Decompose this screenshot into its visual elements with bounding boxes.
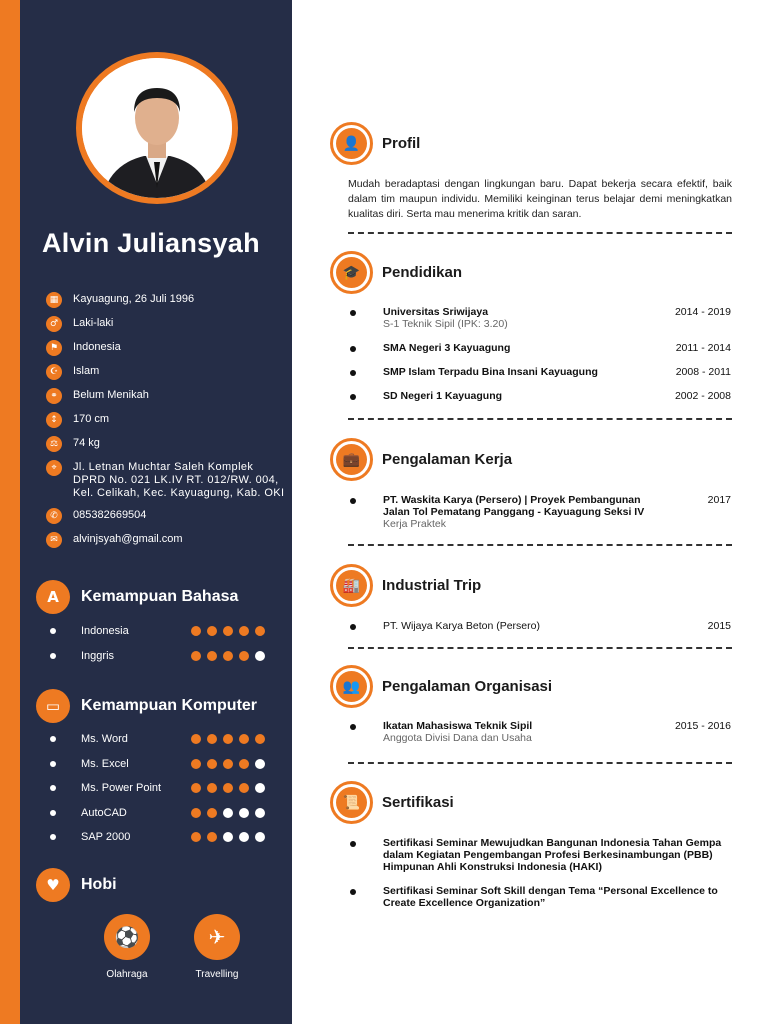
full-name: Alvin Juliansyah [42, 228, 260, 258]
divider [348, 544, 732, 546]
rating-dot-filled [223, 759, 233, 769]
skill-row: Ms. Excel [50, 752, 270, 777]
section-sertifikasi [330, 781, 735, 824]
skill-row: Indonesia [50, 619, 270, 644]
calendar-icon: ▦ [46, 292, 62, 308]
rating-dot-filled [223, 783, 233, 793]
graduation-cap-icon: 🎓 [336, 257, 367, 288]
rating-dot-filled [207, 783, 217, 793]
personal-details [46, 292, 296, 556]
detail-gender: ♂ Laki-laki [46, 316, 296, 332]
section-title: Industrial Trip [382, 577, 482, 594]
detail-height: ↕ 170 cm [46, 412, 296, 428]
ruler-icon: ↕ [46, 412, 62, 428]
rating-dot-filled [191, 783, 201, 793]
main-content [292, 0, 768, 1024]
section-organisasi [330, 665, 735, 708]
factory-icon: 🏭 [336, 570, 367, 601]
airplane-icon: ✈ [194, 914, 240, 960]
rating-dot-filled [239, 759, 249, 769]
sports-icon: ⚽ [104, 914, 150, 960]
list-item: SMP Islam Terpadu Bina Insani Kayuagung 2008 - 2011 [330, 366, 735, 390]
skill-rating [191, 759, 265, 769]
rating-dot-filled [223, 626, 233, 636]
education-list [330, 306, 735, 414]
flag-icon: ⚑ [46, 340, 62, 356]
organization-list [330, 720, 735, 745]
detail-email [46, 532, 296, 548]
divider [348, 232, 732, 234]
computer-title: Kemampuan Komputer [81, 697, 258, 714]
skill-rating [191, 808, 265, 818]
divider [348, 762, 732, 764]
rating-dot-filled [207, 651, 217, 661]
rating-dot-empty [255, 832, 265, 842]
hobby-list [98, 914, 246, 980]
section-title: Pengalaman Kerja [382, 451, 513, 468]
email-link[interactable]: alvinjsyah@gmail.com [73, 533, 183, 545]
skill-row: Inggris [50, 644, 270, 669]
detail-phone: ✆ 085382669504 [46, 508, 296, 524]
list-item: PT. Waskita Karya (Persero) | Proyek Pembangunan Jalan Tol Pematang Panggang - Kayuagung Seksi IV Kerja Praktek 2017 [330, 494, 735, 531]
skill-rating [191, 783, 265, 793]
section-trip [330, 564, 735, 607]
detail-weight: ⚖ 74 kg [46, 436, 296, 452]
divider [348, 647, 732, 649]
detail-nationality: ⚑ Indonesia [46, 340, 296, 356]
detail-marital: ⚭ Belum Menikah [46, 388, 296, 404]
hobby-sport: ⚽ Olahraga [98, 914, 156, 980]
work-list [330, 494, 735, 531]
weight-icon: ⚖ [46, 436, 62, 452]
sidebar [20, 0, 292, 1024]
section-pendidikan [330, 251, 735, 294]
rating-dot-empty [223, 832, 233, 842]
rating-dot-empty [255, 651, 265, 661]
computer-skill-list [50, 727, 270, 850]
rating-dot-filled [239, 626, 249, 636]
rating-dot-filled [207, 759, 217, 769]
detail-address: ⌖ Jl. Letnan Muchtar Saleh Komplek DPRD No. 021 LK.IV RT. 012/RW. 004, Kel. Celikah, Kec. Kayuagung, Kab. OKI [46, 460, 296, 500]
rating-dot-filled [207, 832, 217, 842]
rating-dot-empty [223, 808, 233, 818]
section-title: Sertifikasi [382, 794, 454, 811]
list-item: SMA Negeri 3 Kayuagung 2011 - 2014 [330, 342, 735, 366]
certificate-list [330, 837, 735, 909]
skill-row: Ms. Word [50, 727, 270, 752]
profile-photo [76, 52, 238, 204]
hobbies-header [36, 868, 117, 902]
list-item: PT. Wijaya Karya Beton (Persero) 2015 [330, 620, 735, 632]
computer-header [36, 689, 257, 723]
couple-icon: ⚭ [46, 388, 62, 404]
rating-dot-filled [239, 734, 249, 744]
section-kerja [330, 438, 735, 481]
list-item: Universitas Sriwijaya S-1 Teknik Sipil (IPK: 3.20) 2014 - 2019 [330, 306, 735, 342]
rating-dot-filled [223, 651, 233, 661]
divider [348, 418, 732, 420]
rating-dot-filled [239, 783, 249, 793]
rating-dot-filled [191, 651, 201, 661]
list-item: Sertifikasi Seminar Soft Skill dengan Tema “Personal Excellence to Create Excellence Organization” [330, 885, 735, 909]
rating-dot-filled [223, 734, 233, 744]
certificate-icon: 📜 [336, 787, 367, 818]
section-title: Pengalaman Organisasi [382, 678, 553, 695]
skill-rating [191, 832, 265, 842]
skill-rating [191, 626, 265, 636]
profile-summary: Mudah beradaptasi dengan lingkungan baru. Dapat bekerja secara efektif, baik dalam tim maupun individu. Memiliki keinginan terus belajar demi meningkatkan kualitas diri. Serta mau menerima kritik dan saran. [348, 178, 732, 220]
detail-religion: ☪ Islam [46, 364, 296, 380]
gender-male-icon: ♂ [46, 316, 62, 332]
rating-dot-filled [255, 734, 265, 744]
list-item: Ikatan Mahasiswa Teknik Sipil Anggota Divisi Dana dan Usaha 2015 - 2016 [330, 720, 735, 745]
languages-header [36, 580, 238, 614]
hobby-travel: ✈ Travelling [188, 914, 246, 980]
rating-dot-filled [191, 832, 201, 842]
rating-dot-empty [255, 808, 265, 818]
rating-dot-empty [239, 808, 249, 818]
rating-dot-filled [191, 759, 201, 769]
language-list [50, 619, 270, 668]
heart-icon: ♥ [36, 868, 70, 902]
section-title: Pendidikan [382, 264, 463, 281]
email-icon: ✉ [46, 532, 62, 548]
location-pin-icon: ⌖ [46, 460, 62, 476]
list-item: SD Negeri 1 Kayuagung 2002 - 2008 [330, 390, 735, 414]
skill-row: AutoCAD [50, 801, 270, 826]
rating-dot-empty [239, 832, 249, 842]
trip-list [330, 620, 735, 632]
phone-icon: ✆ [46, 508, 62, 524]
skill-rating [191, 734, 265, 744]
briefcase-icon: 💼 [336, 444, 367, 475]
monitor-icon: ▭ [36, 689, 70, 723]
group-icon: 👥 [336, 671, 367, 702]
rating-dot-empty [255, 759, 265, 769]
rating-dot-filled [239, 651, 249, 661]
rating-dot-filled [207, 626, 217, 636]
rating-dot-filled [207, 808, 217, 818]
rating-dot-filled [191, 808, 201, 818]
user-icon: 👤 [336, 128, 367, 159]
list-item: Sertifikasi Seminar Mewujudkan Bangunan Indonesia Tahan Gempa dalam Kegiatan Pengembangan Profesi Berkesinambungan (PBB) Himpunan Ahli Konstruksi Indonesia (HAKI) [330, 837, 735, 873]
languages-title: Kemampuan Bahasa [81, 588, 239, 605]
hobbies-title: Hobi [81, 876, 117, 893]
rating-dot-filled [255, 626, 265, 636]
section-title: Profil [382, 135, 421, 152]
person-portrait-icon [82, 58, 232, 198]
skill-rating [191, 651, 265, 661]
crescent-moon-icon: ☪ [46, 364, 62, 380]
section-profil [330, 122, 735, 165]
rating-dot-filled [207, 734, 217, 744]
detail-birth: ▦ Kayuagung, 26 Juli 1996 [46, 292, 296, 308]
skill-row: SAP 2000 [50, 825, 270, 850]
skill-row: Ms. Power Point [50, 776, 270, 801]
accent-strip [0, 0, 20, 1024]
rating-dot-filled [191, 734, 201, 744]
language-icon: A [36, 580, 70, 614]
rating-dot-filled [191, 626, 201, 636]
rating-dot-empty [255, 783, 265, 793]
